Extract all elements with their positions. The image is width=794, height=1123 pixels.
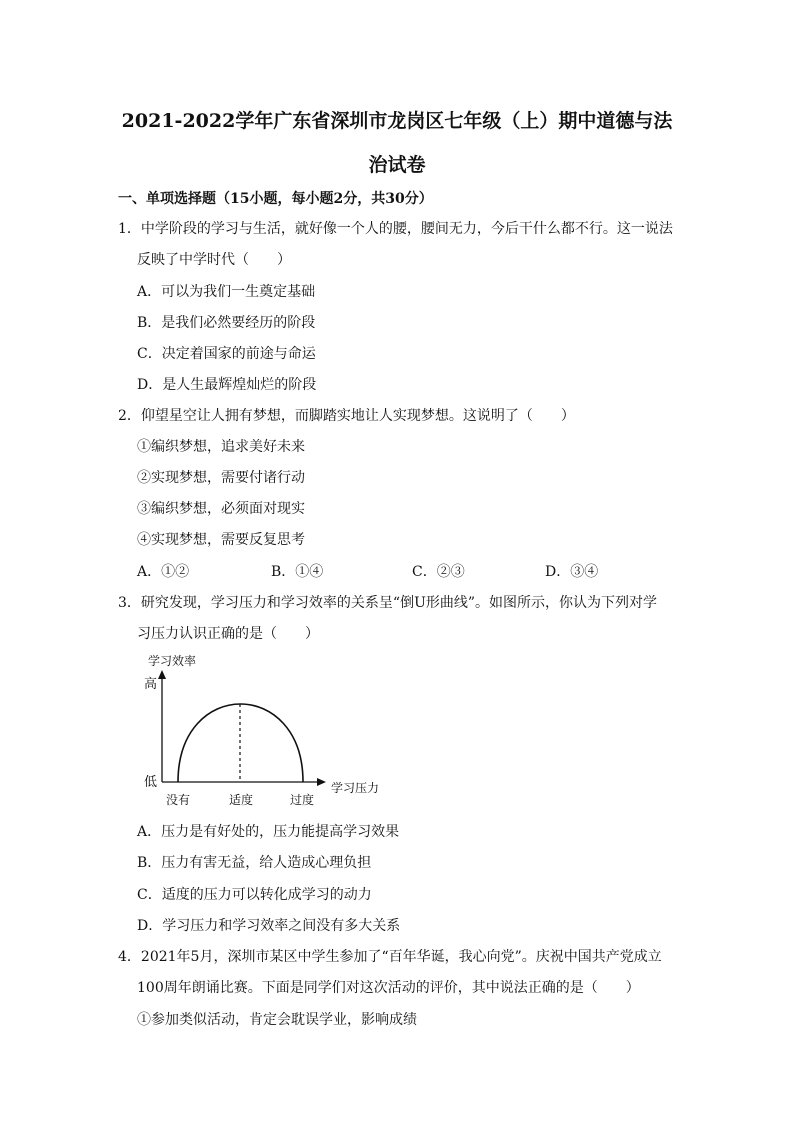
y-axis-low-label: 低	[144, 775, 158, 790]
q2-option-d: D．③④	[545, 564, 599, 580]
exam-title-line2: 治试卷	[368, 154, 426, 176]
q2-option-c: C．②③	[412, 564, 465, 580]
y-axis-arrow	[158, 670, 166, 679]
q2-stem: 2．仰望星空让人拥有梦想，而脚踏实地让人实现梦想。这说明了（ ）	[118, 408, 575, 424]
q1-stem-line1: 1．中学阶段的学习与生活，就好像一个人的腰，腰间无力，今后干什么都不行。这一说法	[118, 221, 673, 237]
q2-item-3: ③编织梦想，必须面对现实	[137, 501, 305, 517]
q3-option-a: A．压力是有好处的，压力能提高学习效果	[137, 824, 400, 840]
q3-option-d: D．学习压力和学习效率之间没有多大关系	[137, 918, 401, 934]
inverted-u-diagram	[138, 648, 388, 810]
q1-option-d: D．是人生最辉煌灿烂的阶段	[137, 377, 317, 393]
q1-option-a: A．可以为我们一生奠定基础	[137, 284, 316, 300]
q2-option-a: A．①②	[137, 564, 190, 580]
q2-option-b: B．①④	[271, 564, 324, 580]
section-heading: 一、单项选择题（15小题，每小题2分，共30分）	[118, 191, 433, 207]
q2-item-2: ②实现梦想，需要付诸行动	[137, 470, 305, 486]
y-axis-title: 学习效率	[148, 654, 197, 668]
x-axis-title: 学习压力	[331, 781, 380, 795]
q4-item-1: ①参加类似活动，肯定会耽误学业，影响成绩	[137, 1012, 417, 1028]
q4-stem-line2: 100周年朗诵比赛。下面是同学们对这次活动的评价，其中说法正确的是（ ）	[137, 980, 640, 996]
x-label-moderate: 适度	[229, 793, 254, 807]
q2-item-1: ①编织梦想，追求美好未来	[137, 439, 305, 455]
q1-stem-line2: 反映了中学时代（ ）	[137, 252, 291, 268]
exam-title-line1: 2021-2022学年广东省深圳市龙岗区七年级（上）期中道德与法	[121, 110, 673, 132]
x-label-none: 没有	[166, 793, 191, 807]
x-label-excessive: 过度	[290, 793, 315, 807]
y-axis-high-label: 高	[144, 677, 158, 692]
q4-stem-line1: 4．2021年5月，深圳市某区中学生参加了“百年华诞，我心向党”。庆祝中国共产党成立	[118, 949, 662, 965]
q1-option-c: C．决定着国家的前途与命运	[137, 346, 316, 362]
x-axis-arrow	[317, 778, 326, 786]
q3-stem-line2: 习压力认识正确的是（ ）	[137, 626, 319, 642]
q3-stem-line1: 3．研究发现，学习压力和学习效率的关系呈“倒U形曲线”。如图所示，你认为下列对学	[118, 595, 658, 611]
q3-option-c: C．适度的压力可以转化成学习的动力	[137, 887, 372, 903]
q2-item-4: ④实现梦想，需要反复思考	[137, 532, 305, 548]
q3-option-b: B．压力有害无益，给人造成心理负担	[137, 855, 372, 871]
q1-option-b: B．是我们必然要经历的阶段	[137, 315, 316, 331]
